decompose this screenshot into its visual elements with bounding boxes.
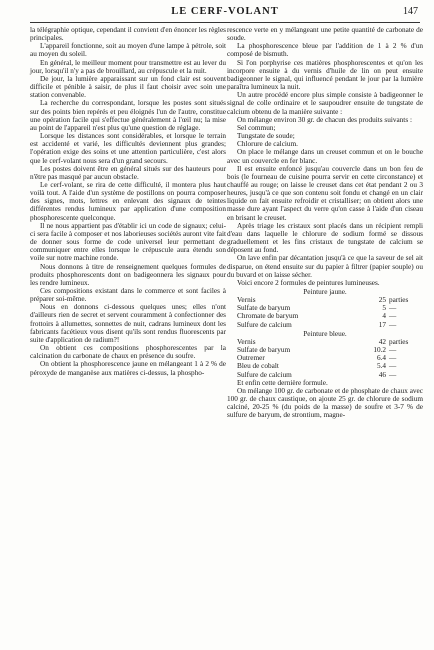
ingredient-amount: 25 [378, 296, 386, 305]
paragraph: Les postes doivent être en général situés sur des hauteurs pour n'être pas masqué par aucun obstacle. [30, 164, 226, 181]
ingredient-item: Tungstate de soude; [237, 132, 295, 141]
ingredient-unit: — [389, 346, 397, 355]
paragraph: Le cerf-volant, se rira de cette difficulté, il montera plus haut voilà tout. A l'aide d'un système de postillons on pourra composer des signes, mots, lettres en enlevant des signaux de teintes différentes rendus lumineux par application d'une composition phosphorescente quelconque. [30, 180, 226, 222]
ingredient-unit: — [389, 320, 397, 329]
ingredient-unit: — [389, 354, 397, 363]
ingredient-amount: 42 [378, 337, 386, 346]
paragraph: Et enfin cette dernière formule. [237, 378, 328, 387]
paragraph: La phosphorescence bleue par l'addition de 1 à 2 % d'un composé de bismuth. [227, 42, 423, 59]
formula-yellow-title: Peinture jaune. [303, 288, 347, 296]
ingredient-amount: 4 [382, 312, 386, 321]
ingredient-amount: 10.2 [373, 346, 386, 355]
paragraph: rescence verte en y mélangeant une petite quantité de carbonate de soude. [227, 26, 423, 43]
ingredient-unit: — [389, 304, 397, 313]
ingredient-name: Vernis [237, 337, 256, 346]
ingredient-item: Sel commun; [237, 123, 276, 132]
paragraph: Après triage les cristaux sont placés dans un récipient rempli d'eau dans laquelle le chlorure de sodium formé se dissous graduellement et les fins cristaux de tungstate de calcium se déposent au fond. [227, 221, 423, 255]
ingredient-name: Chromate de baryum [237, 312, 299, 321]
ingredient-amount: 5 [382, 304, 386, 313]
paragraph: On obtient ces compositions phosphorescentes par la calcination du carbonate de chaux en présence du soufre. [30, 344, 226, 361]
left-column [30, 26, 226, 377]
paragraph: Lorsque les distances sont considérables, et lorsque le terrain est accidenté et varié, les difficultés deviennent plus grandes; l'opération exige des soins et une attention particulière, c'est alors que le cerf-volant nous sera d'un grand secours. [30, 132, 226, 165]
paragraph: Il ne nous appartient pas d'établir ici un code de signaux; celui-ci sera facile à composer et nos laborieuses sociétés auront vite fait de donner sous forme de code universel leur permettant de communiquer entre elles lorsque le crépuscule aura étendu son voile sur notre machine ronde. [30, 221, 226, 263]
page-header [30, 6, 420, 20]
paragraph: De jour, la lumière apparaissant sur un fond clair est souvent difficile et pénible à saisir, de plus il faut choisir avec soin une station convenable. [30, 74, 226, 100]
paragraph: Nous donnons à titre de renseignement quelques formules de produits phosphorescents dont on badigeonnera les signaux pour les rendre lumineux. [30, 262, 226, 287]
paragraph: Voici encore 2 formules de peintures lumineuses. [237, 278, 380, 287]
ingredient-unit: — [389, 362, 397, 371]
paragraph: On obtient la phosphorescence jaune en mélangeant 1 à 2 % de péroxyde de manganèse aux matières ci-dessus, la phospho- [30, 360, 226, 377]
ingredient-unit: — [389, 370, 397, 379]
ingredient-name: Sulfure de calcium [237, 370, 292, 379]
formula-row [227, 338, 423, 346]
ingredient-amount: 5.4 [376, 362, 386, 371]
ingredient-name: Outremer [237, 354, 265, 363]
formula-row [227, 304, 423, 312]
ingredient-name: Sulfate de baryum [237, 304, 291, 313]
formula-row [227, 354, 423, 362]
paragraph: la télégraphie optique, cependant il convient d'en énoncer les règles principales. [30, 26, 226, 43]
formula-row [227, 312, 423, 320]
formula-row [227, 296, 423, 304]
running-title: LE CERF-VOLANT [171, 6, 279, 17]
formula-row [227, 371, 423, 379]
formula-row [227, 362, 423, 370]
paragraph: On lave enfin par décantation jusqu'à ce que la saveur de sel ait disparue, on étend ensuite sur du papier à filtrer (papier souple) ou du buvard et on laisse sécher. [227, 254, 423, 279]
ingredient-name: Sulfure de calcium [237, 320, 292, 329]
paragraph: On mélange 100 gr. de carbonate et de phosphate de chaux avec 100 gr. de chaux caustique, on ajoute 25 gr. de chlorure de sodium calciné, 20-25 % (du poids de la masse) de soufre et 3-7 % de sulfure de baryum, de strontium, magne- [227, 386, 423, 420]
paragraph: Ces compositions existant dans le commerce et sont faciles à préparer soi-même. [30, 287, 226, 304]
ingredient-unit: parties [389, 337, 409, 346]
paragraph: En général, le meilleur moment pour transmettre est au lever du jour, lorsqu'il n'y a pas de brouillard, au crépuscule et la nuit. [30, 58, 226, 75]
page-number: 147 [403, 6, 418, 17]
paragraph: Il est ensuite enfoncé jusqu'au couvercle dans un bon feu de bois (le fourneau de cuisine pourra servir en cette circonstance) et chauffé au rouge; on laisse le creuset dans cet état pendant 2 ou 3 heures, jusqu'à ce que son contenu soit fondu et changé en un clair liquide on fait ensuite refroidir et cristalliser; on obtient alors une masse dure ayant l'aspect du verre qu'on casse à l'aide d'un ciseau en brisant le creuset. [227, 164, 423, 222]
ingredient-amount: 46 [378, 370, 386, 379]
paragraph: Nous en donnons ci-dessous quelques unes; elles n'ont d'ailleurs rien de secret et servent couramment à confectionner des frottoirs à allumettes, sonnettes de nuit, cadrans lumineux dont les fabricants facétieux vous disent qu'ils sont rendus fluorescents par suite d'application de radium?! [30, 303, 226, 344]
ingredient-amount: 6.4 [376, 354, 386, 363]
right-column [227, 26, 423, 420]
ingredient-item: Chlorure de calcium. [237, 140, 298, 149]
paragraph: On mélange environ 30 gr. de chacun des produits suivants : [237, 115, 412, 124]
paragraph: La recherche du correspondant, lorsque les postes sont situés sur des points bien repérés et peu éloignés l'un de l'autre, constitue une opération facile qui s'effectue généralement à l'œil nu; la mise au point de l'appareil n'est plus qu'une question de réglage. [30, 99, 226, 132]
paragraph: Si l'on porphyrise ces matières phosphorescentes et qu'on les incorpore ensuite à du vernis d'huile de lin on peut ensuite badigeonner le signal, qui influencé pendant le jour par la lumière paraîtra lumineux la nuit. [227, 58, 423, 92]
paragraph: On place le mélange dans un creuset commun et on le bouche avec un couvercle en fer blanc. [227, 148, 423, 165]
ingredient-unit: — [389, 312, 397, 321]
header-rule [30, 22, 420, 23]
formula-row [227, 321, 423, 329]
ingredient-unit: parties [389, 296, 409, 305]
formula-row [227, 346, 423, 354]
ingredient-name: Bleu de cobalt [237, 362, 279, 371]
formula-blue-title: Peinture bleue. [303, 329, 347, 338]
paragraph: L'appareil fonctionne, soit au moyen d'une lampe à pétrole, soit au moyen du soleil. [30, 42, 226, 59]
paragraph: Un autre procédé encore plus simple consiste à badigeonner le signal de colle ordinaire et le saupoudrer ensuite de tungstate de calcium obtenu de la manière suivante : [227, 91, 423, 116]
ingredient-amount: 17 [378, 320, 386, 329]
ingredient-name: Sulfate de baryum [237, 346, 291, 355]
ingredient-name: Vernis [237, 296, 256, 305]
